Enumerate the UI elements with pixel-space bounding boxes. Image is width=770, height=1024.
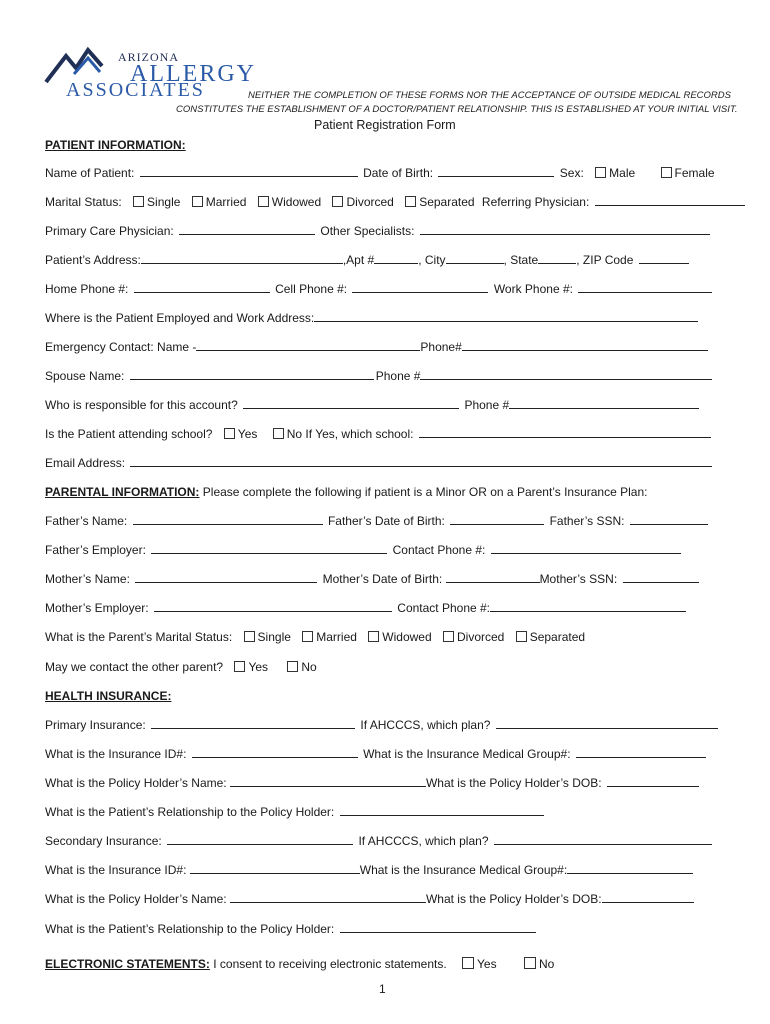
spouse-row xyxy=(45,369,726,383)
mother-employer-field[interactable] xyxy=(154,601,392,612)
primary-relationship-field[interactable] xyxy=(340,805,544,816)
parent-single-checkbox[interactable] xyxy=(244,631,255,642)
divorced-label: Divorced xyxy=(346,195,394,209)
mother-name-field[interactable] xyxy=(135,572,317,583)
primary-id-field[interactable] xyxy=(192,747,358,758)
male-option[interactable] xyxy=(595,166,635,180)
work-phone-label: Work Phone #: xyxy=(493,282,573,296)
mother-ssn-label: Mother’s SSN: xyxy=(539,572,618,586)
sex-label: Sex: xyxy=(559,166,584,180)
state-field[interactable] xyxy=(538,253,576,264)
primary-insurance-row xyxy=(45,718,726,732)
female-option[interactable] xyxy=(661,166,715,180)
physician-row xyxy=(45,224,726,238)
secondary-group-label: What is the Insurance Medical Group#: xyxy=(359,863,568,877)
mountain-logo-icon xyxy=(44,44,124,84)
other-parent-yes-checkbox[interactable] xyxy=(234,661,245,672)
spouse-name-label: Spouse Name: xyxy=(45,369,125,383)
female-checkbox[interactable] xyxy=(661,167,672,178)
father-row xyxy=(45,514,726,528)
father-ssn-field[interactable] xyxy=(630,514,708,525)
city-label: , City xyxy=(418,253,446,267)
health-insurance-heading: HEALTH INSURANCE: xyxy=(45,689,172,703)
zip-field[interactable] xyxy=(639,253,689,264)
parental-information-row xyxy=(45,485,726,499)
primary-ahcccs-label: If AHCCCS, which plan? xyxy=(360,718,491,732)
address-label: Patient’s Address: xyxy=(45,253,141,267)
mother-employer-label: Mother’s Employer: xyxy=(45,601,149,615)
secondary-holder-dob-label: What is the Policy Holder’s DOB: xyxy=(425,892,602,906)
father-dob-field[interactable] xyxy=(450,514,544,525)
parent-marital-label: What is the Parent’s Marital Status: xyxy=(45,630,233,644)
separated-label: Separated xyxy=(419,195,475,209)
spouse-name-field[interactable] xyxy=(130,369,374,380)
school-no-label: No xyxy=(286,427,303,441)
other-specialists-label: Other Specialists: xyxy=(320,224,415,238)
father-name-field[interactable] xyxy=(133,514,323,525)
school-yes-checkbox[interactable] xyxy=(224,428,235,439)
logo-line-associates: ASSOCIATES xyxy=(66,79,205,101)
father-employer-row xyxy=(45,543,726,557)
email-label: Email Address: xyxy=(45,456,126,470)
parent-widowed-checkbox[interactable] xyxy=(368,631,379,642)
patient-information-heading: PATIENT INFORMATION: xyxy=(45,138,186,152)
emergency-contact-label: Emergency Contact: Name - xyxy=(45,340,197,354)
mother-name-label: Mother’s Name: xyxy=(45,572,130,586)
single-checkbox[interactable] xyxy=(133,196,144,207)
school-row xyxy=(45,427,726,441)
other-parent-yes-label: Yes xyxy=(248,660,269,674)
electronic-yes-option[interactable] xyxy=(462,957,497,971)
spouse-phone-field[interactable] xyxy=(420,369,712,380)
parent-married-label: Married xyxy=(316,630,357,644)
mother-dob-field[interactable] xyxy=(446,572,540,583)
father-ssn-label: Father’s SSN: xyxy=(549,514,625,528)
parent-separated-checkbox[interactable] xyxy=(516,631,527,642)
electronic-no-checkbox[interactable] xyxy=(524,957,536,969)
widowed-checkbox[interactable] xyxy=(258,196,269,207)
logo-line-allergy: ALLERGY xyxy=(130,61,256,87)
secondary-id-row xyxy=(45,863,726,877)
parent-widowed-label: Widowed xyxy=(382,630,432,644)
secondary-insurance-row xyxy=(45,834,726,848)
primary-relationship-label: What is the Patient’s Relationship to the Policy Holder: xyxy=(45,805,335,819)
secondary-id-label: What is the Insurance ID#: xyxy=(45,863,187,877)
employer-label: Where is the Patient Employed and Work Address: xyxy=(45,311,315,325)
employer-field[interactable] xyxy=(314,311,698,322)
electronic-no-label: No xyxy=(538,957,555,971)
apt-label: ,Apt # xyxy=(342,253,375,267)
zip-label: , ZIP Code xyxy=(576,253,634,267)
responsible-row xyxy=(45,398,726,412)
primary-id-row xyxy=(45,747,726,761)
secondary-ahcccs-label: If AHCCCS, which plan? xyxy=(358,834,489,848)
school-no-checkbox[interactable] xyxy=(273,428,284,439)
parent-divorced-option[interactable] xyxy=(443,630,504,644)
male-label: Male xyxy=(609,166,636,180)
patient-name-label: Name of Patient: xyxy=(45,166,135,180)
married-option[interactable] xyxy=(192,195,247,209)
primary-group-label: What is the Insurance Medical Group#: xyxy=(363,747,571,761)
electronic-statements-row xyxy=(45,957,726,971)
primary-insurance-field[interactable] xyxy=(151,718,355,729)
primary-group-field[interactable] xyxy=(576,747,706,758)
primary-relationship-row xyxy=(45,805,726,819)
mother-contact-phone-field[interactable] xyxy=(490,601,686,612)
emergency-contact-row xyxy=(45,340,726,354)
parent-divorced-label: Divorced xyxy=(456,630,505,644)
logo-line-arizona: ARIZONA xyxy=(118,50,179,64)
primary-ahcccs-field[interactable] xyxy=(496,718,718,729)
dob-label: Date of Birth: xyxy=(363,166,434,180)
primary-holder-dob-field[interactable] xyxy=(607,776,699,787)
parent-married-checkbox[interactable] xyxy=(302,631,313,642)
male-checkbox[interactable] xyxy=(595,167,606,178)
emergency-phone-field[interactable] xyxy=(462,340,708,351)
dob-field[interactable] xyxy=(438,166,554,177)
single-label: Single xyxy=(147,195,181,209)
referring-physician-field[interactable] xyxy=(595,195,745,206)
primary-holder-name-label: What is the Policy Holder’s Name: xyxy=(45,776,227,790)
disclaimer-line-2: CONSTITUTES THE ESTABLISHMENT OF A DOCTOR/PATIENT RELATIONSHIP. THIS IS ESTABLISHED AT YOUR INITIAL VISIT. xyxy=(176,104,738,115)
mother-employer-row xyxy=(45,601,726,615)
pcp-label: Primary Care Physician: xyxy=(45,224,174,238)
home-phone-label: Home Phone #: xyxy=(45,282,129,296)
spouse-phone-label: Phone # xyxy=(375,369,421,383)
other-parent-no-checkbox[interactable] xyxy=(287,661,298,672)
pcp-field[interactable] xyxy=(179,224,315,235)
separated-option[interactable] xyxy=(405,195,474,209)
electronic-statements-heading: ELECTRONIC STATEMENTS: xyxy=(45,957,210,971)
emergency-phone-label: Phone# xyxy=(420,340,462,354)
cell-phone-label: Cell Phone #: xyxy=(275,282,348,296)
parental-information-heading: PARENTAL INFORMATION: xyxy=(45,485,200,499)
father-contact-phone-label: Contact Phone #: xyxy=(392,543,486,557)
emergency-name-field[interactable] xyxy=(196,340,420,351)
secondary-holder-name-field[interactable] xyxy=(230,892,426,903)
widowed-label: Widowed xyxy=(271,195,322,209)
married-label: Married xyxy=(205,195,247,209)
responsible-label: Who is responsible for this account? xyxy=(45,398,238,412)
referring-physician-label: Referring Physician: xyxy=(481,195,590,209)
mother-dob-label: Mother’s Date of Birth: xyxy=(322,572,443,586)
mother-row xyxy=(45,572,726,586)
parent-married-option[interactable] xyxy=(302,630,357,644)
secondary-relationship-row xyxy=(45,922,726,936)
primary-holder-name-field[interactable] xyxy=(230,776,426,787)
responsible-phone-field[interactable] xyxy=(509,398,699,409)
school-label: Is the Patient attending school? xyxy=(45,427,213,441)
school-no-option[interactable] xyxy=(273,427,302,441)
responsible-phone-label: Phone # xyxy=(464,398,510,412)
parent-separated-label: Separated xyxy=(529,630,586,644)
address-field[interactable] xyxy=(141,253,343,264)
other-parent-row xyxy=(45,660,726,674)
secondary-relationship-field[interactable] xyxy=(340,922,536,933)
divorced-checkbox[interactable] xyxy=(332,196,343,207)
electronic-no-option[interactable] xyxy=(524,957,554,971)
parental-intro: Please complete the following if patient is a Minor OR on a Parent’s Insurance Plan: xyxy=(202,485,648,499)
other-parent-yes-option[interactable] xyxy=(234,660,268,674)
primary-id-label: What is the Insurance ID#: xyxy=(45,747,187,761)
phones-row xyxy=(45,282,726,296)
mother-ssn-field[interactable] xyxy=(623,572,699,583)
electronic-consent-text: I consent to receiving electronic statements. xyxy=(213,957,447,971)
school-yes-option[interactable] xyxy=(224,427,258,441)
female-label: Female xyxy=(674,166,715,180)
secondary-holder-row xyxy=(45,892,726,906)
state-label: , State xyxy=(503,253,539,267)
cell-phone-field[interactable] xyxy=(352,282,488,293)
father-dob-label: Father’s Date of Birth: xyxy=(327,514,445,528)
email-row xyxy=(45,456,726,470)
secondary-insurance-label: Secondary Insurance: xyxy=(45,834,162,848)
which-school-field[interactable] xyxy=(419,427,711,438)
divorced-option[interactable] xyxy=(332,195,393,209)
primary-holder-dob-label: What is the Policy Holder’s DOB: xyxy=(425,776,602,790)
disclaimer-line-1: NEITHER THE COMPLETION OF THESE FORMS NOR THE ACCEPTANCE OF OUTSIDE MEDICAL RECORDS xyxy=(248,90,731,101)
married-checkbox[interactable] xyxy=(192,196,203,207)
parent-widowed-option[interactable] xyxy=(368,630,431,644)
father-contact-phone-field[interactable] xyxy=(491,543,681,554)
secondary-holder-name-label: What is the Policy Holder’s Name: xyxy=(45,892,227,906)
parent-marital-row xyxy=(45,630,726,644)
secondary-id-field[interactable] xyxy=(190,863,360,874)
separated-checkbox[interactable] xyxy=(405,196,416,207)
secondary-insurance-field[interactable] xyxy=(167,834,353,845)
electronic-yes-label: Yes xyxy=(477,957,497,971)
parent-separated-option[interactable] xyxy=(516,630,585,644)
other-parent-no-label: No xyxy=(301,660,317,674)
employer-row xyxy=(45,311,726,325)
widowed-option[interactable] xyxy=(258,195,321,209)
email-field[interactable] xyxy=(130,456,712,467)
other-parent-no-option[interactable] xyxy=(287,660,316,674)
parent-single-label: Single xyxy=(257,630,291,644)
single-option[interactable] xyxy=(133,195,180,209)
secondary-group-field[interactable] xyxy=(567,863,693,874)
marital-status-label: Marital Status: xyxy=(45,195,122,209)
parent-single-option[interactable] xyxy=(244,630,291,644)
secondary-ahcccs-field[interactable] xyxy=(494,834,712,845)
father-employer-field[interactable] xyxy=(151,543,387,554)
school-yes-label: Yes xyxy=(237,427,258,441)
mother-contact-phone-label: Contact Phone #: xyxy=(397,601,491,615)
page-number: 1 xyxy=(379,982,386,996)
electronic-yes-checkbox[interactable] xyxy=(462,957,474,969)
other-specialists-field[interactable] xyxy=(420,224,710,235)
company-logo xyxy=(44,44,254,104)
responsible-field[interactable] xyxy=(243,398,459,409)
patient-name-field[interactable] xyxy=(140,166,358,177)
which-school-label: If Yes, which school: xyxy=(305,427,414,441)
father-name-label: Father’s Name: xyxy=(45,514,128,528)
work-phone-field[interactable] xyxy=(578,282,712,293)
form-title: Patient Registration Form xyxy=(314,118,456,132)
city-field[interactable] xyxy=(446,253,504,264)
patient-name-row xyxy=(45,166,726,180)
other-parent-label: May we contact the other parent? xyxy=(45,660,224,674)
address-row xyxy=(45,253,726,267)
parent-divorced-checkbox[interactable] xyxy=(443,631,454,642)
secondary-holder-dob-field[interactable] xyxy=(602,892,694,903)
primary-insurance-label: Primary Insurance: xyxy=(45,718,146,732)
father-employer-label: Father’s Employer: xyxy=(45,543,146,557)
primary-holder-row xyxy=(45,776,726,790)
home-phone-field[interactable] xyxy=(134,282,270,293)
marital-status-row xyxy=(45,195,726,209)
secondary-relationship-label: What is the Patient’s Relationship to the Policy Holder: xyxy=(45,922,335,936)
apt-field[interactable] xyxy=(374,253,418,264)
